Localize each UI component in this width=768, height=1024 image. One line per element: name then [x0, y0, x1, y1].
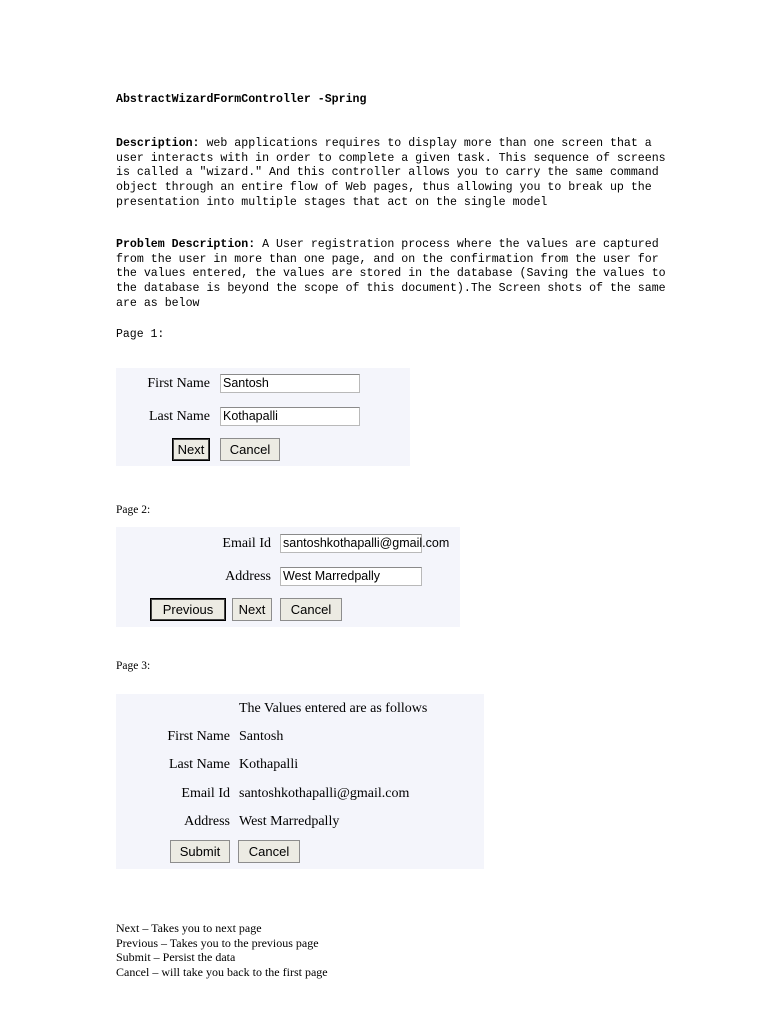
description-text: web applications requires to display more than one screen that a user interacts with in order to complete a given task. This sequence of screens is called a "wizard." And this controller allows you to carry the same command object through an entire flow of Web pages, thus allowing you to break up the presentation into multiple stages that act on the single model — [116, 137, 666, 209]
page3-submit-button[interactable]: Submit — [170, 840, 230, 863]
page2-label: Page 2: — [116, 504, 151, 516]
page3-address-label: Address — [184, 814, 230, 829]
page2-cancel-button[interactable]: Cancel — [280, 598, 342, 621]
page2-email-input[interactable]: santoshkothapalli@gmail.com — [280, 534, 422, 553]
page3-first-name-label: First Name — [167, 729, 230, 744]
page3-email-label: Email Id — [181, 786, 230, 801]
page3-last-name-label: Last Name — [168, 757, 230, 772]
page1-label: Page 1: — [116, 328, 165, 341]
page3-heading: The Values entered are as follows — [239, 701, 428, 716]
page3-address-value: West Marredpally — [239, 814, 340, 829]
legend-next: Next – Takes you to next page — [116, 921, 262, 935]
page3-label: Page 3: — [116, 660, 151, 672]
page2-address-label: Address — [225, 569, 271, 584]
page1-form-panel — [116, 368, 410, 466]
description-label: Description: — [116, 137, 200, 150]
page2-previous-button[interactable]: Previous — [150, 598, 226, 621]
page3-last-name-value: Kothapalli — [239, 757, 299, 772]
page1-first-name-input[interactable]: Santosh — [220, 374, 360, 393]
page1-last-name-label: Last Name — [148, 409, 210, 424]
problem-paragraph — [116, 238, 676, 312]
legend-submit: Submit – Persist the data — [116, 950, 236, 964]
document-title: AbstractWizardFormController -Spring — [116, 93, 367, 106]
problem-text: A User registration process where the values are captured from the user in more than one page, and on the confirmation from the user for the values entered, the values are stored in the database (Saving the values to the database is beyond the scope of this document).The Screen shots of the same are as below — [116, 238, 666, 310]
page1-first-name-label: First Name — [147, 376, 210, 391]
button-legend — [116, 921, 328, 979]
page3-first-name-value: Santosh — [239, 729, 284, 744]
page2-address-input[interactable]: West Marredpally — [280, 567, 422, 586]
description-paragraph — [116, 137, 676, 211]
page3-cancel-button[interactable]: Cancel — [238, 840, 300, 863]
page2-form-panel — [116, 527, 460, 627]
page3-summary-panel — [116, 694, 484, 869]
page1-next-button[interactable]: Next — [172, 438, 210, 461]
page3-email-value: santoshkothapalli@gmail.com — [239, 786, 410, 801]
legend-previous: Previous – Takes you to the previous page — [116, 935, 319, 950]
legend-cancel: Cancel – will take you back to the first page — [116, 964, 328, 979]
page1-last-name-input[interactable]: Kothapalli — [220, 407, 360, 426]
problem-label: Problem Description: — [116, 238, 256, 251]
page2-email-label: Email Id — [222, 536, 271, 551]
page1-cancel-button[interactable]: Cancel — [220, 438, 280, 461]
page2-next-button[interactable]: Next — [232, 598, 272, 621]
